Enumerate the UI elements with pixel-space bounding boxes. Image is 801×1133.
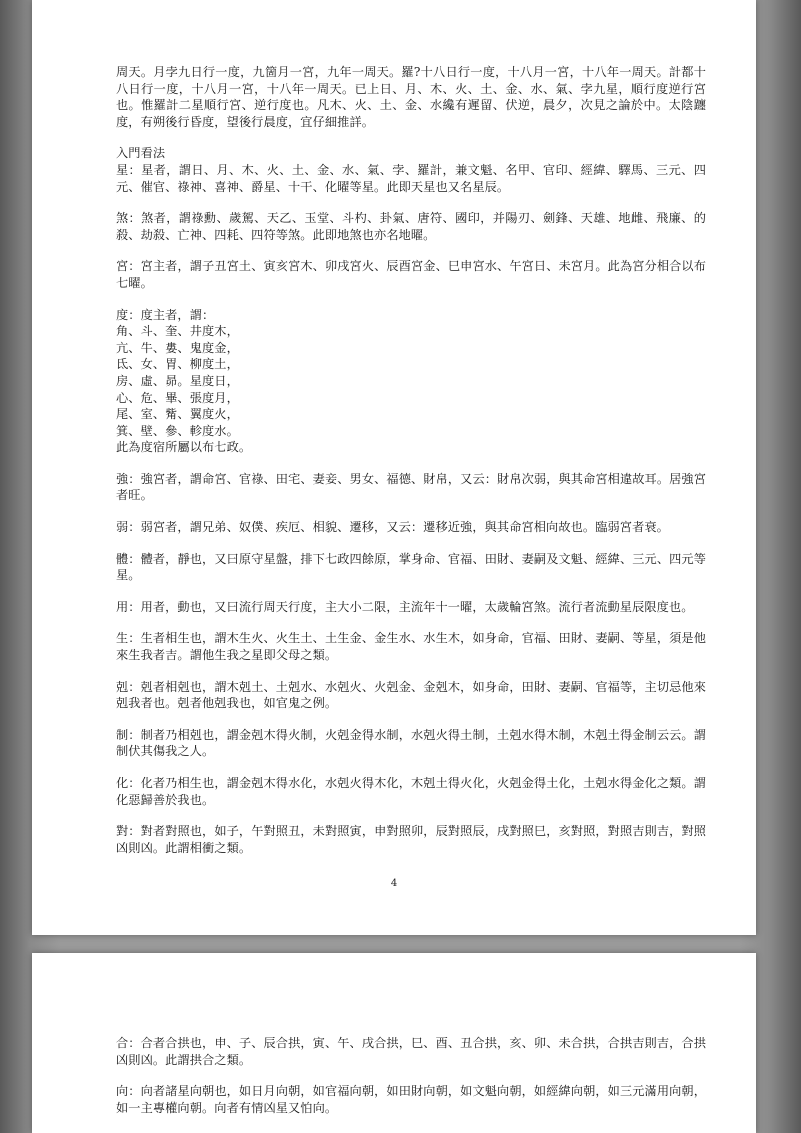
- paragraph-gong: 宮：宮主者，謂子丑宮土、寅亥宮木、卯戌宮火、辰酉宮金、巳申宮水、午宮日、未宮月。此為宮分相合以布七曜。: [116, 259, 706, 290]
- du-line: 亢、牛、婁、鬼度金，: [116, 340, 239, 355]
- du-line: 箕、壁、參、軫度水。: [116, 423, 239, 438]
- du-title: 度：度主者，謂：: [116, 307, 215, 322]
- paragraph-ti: 體：體者，靜也，又曰原守星盤，排下七政四餘原，掌身命、官福、田財、妻嗣及文魁、經緯、三元、四元等星。: [116, 551, 706, 583]
- paragraph-sheng: 生：生者相生也，謂木生火、火生土、土生金、金生水、水生木，如身命，官福、田財、妻嗣、等星，須是他來生我者吉。謂他生我之星即父母之類。: [116, 631, 706, 663]
- paragraph-xing: 星：星者，謂日、月、木、火、土、金、水、氣、孛、羅計，兼文魁、名甲、官印、經緯、驛馬、三元、四元、催官、祿神、喜神、爵星、十干、化曜等星。此即天星也又名星辰。: [116, 162, 706, 194]
- paragraph-ke: 剋：剋者相剋也，謂木剋土、土剋水、水剋火、火剋金、金剋木，如身命，田財、妻嗣、官福等，主切忌他來剋我者也。剋者他剋我也，如官鬼之例。: [116, 679, 706, 711]
- paragraph-yong: 用：用者，動也，又曰流行周天行度，主大小二限，主流年十一曜，太歲輪宮煞。流行者流動星辰限度也。: [116, 599, 694, 614]
- document-page-1: [32, 0, 756, 935]
- du-line: 此為度宿所屬以布七政。: [116, 440, 252, 455]
- page-1-text: [116, 64, 706, 871]
- intro-paragraph: 周天。月孛九日行一度，九箇月一宮，九年一周天。羅?十八日行一度，十八月一宮，十八年一周天。計都十八日行一度，十八月一宮，十八年一周天。已上日、月、木、火、土、金、水、氣、孛九星，順行度逆行宮也。惟羅計二星順行宮、逆行度也。凡木、火、土、金、水纔有遲留、伏逆，晨夕，次見之論於中。太陰躔度，有朔後行昏度，望後行晨度，宜仔細推詳。: [116, 65, 706, 129]
- du-line: 房、虛、昴。星度日，: [116, 373, 239, 388]
- document-page-2: [32, 953, 756, 1133]
- du-line: 心、危、畢、張度月，: [116, 390, 239, 405]
- paragraph-ruo: 弱：弱宮者，謂兄弟、奴僕、疾厄、相貌、遷移，又云：遷移近強，與其命宮相向故也。臨弱宮者衰。: [116, 520, 669, 535]
- paragraph-xiang: 向：向者諸星向朝也，如日月向朝，如官福向朝，如田財向朝，如文魁向朝，如經緯向朝，如三元滿用向朝，如一主專權向朝。向者有情凶星又怕向。: [116, 1084, 706, 1115]
- page-2-text: [116, 1035, 706, 1131]
- paragraph-zhi: 制：制者乃相剋也，謂金剋木得火制，火剋金得水制，水剋火得土制，土剋水得木制，木剋土得金制云云。謂制伏其傷我之人。: [116, 727, 706, 759]
- page-number: 4: [390, 878, 398, 889]
- paragraph-qiang: 強：強宮者，謂命宮、官祿、田宅、妻妾、男女、福德、財帛，又云：財帛次弱，與其命宮相違故耳。居強宮者旺。: [116, 471, 706, 503]
- du-line: 角、斗、奎、井度木，: [116, 324, 239, 339]
- du-line: 尾、室、觜、翼度火，: [116, 407, 239, 422]
- paragraph-dui: 對：對者對照也，如子，午對照丑，未對照寅，申對照卯，辰對照辰，戌對照巳，亥對照，對照吉則吉，對照凶則凶。此謂相衝之類。: [116, 824, 706, 855]
- paragraph-hua: 化：化者乃相生也，謂金剋木得水化，水剋火得木化，木剋土得火化，火剋金得土化，土剋水得金化之類。謂化惡歸善於我也。: [116, 776, 706, 807]
- section-heading: 入門看法: [116, 146, 166, 161]
- paragraph-sha: 煞：煞者，謂祿勳、歲駕、天乙、玉堂、斗杓、卦氣、唐符、國印，并陽刃、劍鋒、天雄、地雌、飛廉、的殺、劫殺、亡神、四耗、四符等煞。此即地煞也亦名地曜。: [116, 211, 706, 242]
- paragraph-du: [116, 307, 706, 456]
- du-line: 氐、女、胃、柳度土，: [116, 357, 239, 372]
- paragraph-he: 合：合者合拱也，申、子、辰合拱，寅、午、戌合拱，巳、酉、丑合拱，亥、卯、未合拱，合拱吉則吉，合拱凶則凶。此謂拱合之類。: [116, 1036, 706, 1067]
